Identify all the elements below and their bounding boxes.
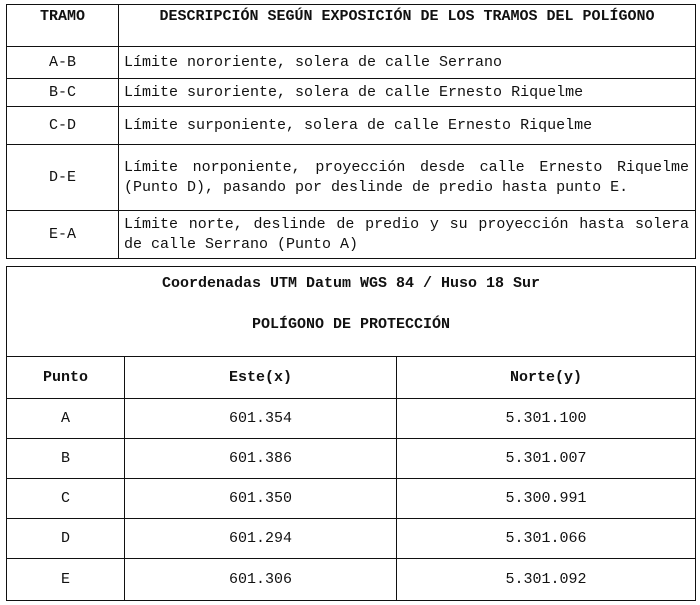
tramo-header: TRAMO — [7, 5, 119, 47]
descripcion-cell: Límite nororiente, solera de calle Serrano — [119, 47, 696, 79]
tramos-header-row — [7, 5, 696, 47]
tramo-cell: A-B — [7, 47, 119, 79]
table-row — [7, 145, 696, 211]
tramo-cell: B-C — [7, 79, 119, 107]
table-row — [7, 519, 696, 559]
tramo-cell: E-A — [7, 211, 119, 259]
table-row — [7, 47, 696, 79]
este-cell: 601.354 — [125, 399, 397, 439]
norte-cell: 5.301.007 — [397, 439, 696, 479]
coords-title-row — [7, 267, 696, 357]
table-row — [7, 399, 696, 439]
punto-cell: E — [7, 559, 125, 601]
tramo-cell: C-D — [7, 107, 119, 145]
table-row — [7, 439, 696, 479]
norte-cell: 5.300.991 — [397, 479, 696, 519]
descripcion-cell: Límite suroriente, solera de calle Ernesto Riquelme — [119, 79, 696, 107]
punto-cell: A — [7, 399, 125, 439]
descripcion-cell: Límite norte, deslinde de predio y su proyección hasta solera de calle Serrano (Punto A) — [119, 211, 696, 259]
este-cell: 601.350 — [125, 479, 397, 519]
punto-header: Punto — [7, 357, 125, 399]
table-row — [7, 559, 696, 601]
coords-title: Coordenadas UTM Datum WGS 84 / Huso 18 Sur — [161, 275, 541, 292]
este-cell: 601.294 — [125, 519, 397, 559]
norte-header: Norte(y) — [397, 357, 696, 399]
punto-cell: C — [7, 479, 125, 519]
descripcion-cell: Límite norponiente, proyección desde calle Ernesto Riquelme (Punto D), pasando por deslinde de predio hasta punto E. — [119, 145, 696, 211]
este-cell: 601.306 — [125, 559, 397, 601]
punto-cell: D — [7, 519, 125, 559]
norte-cell: 5.301.066 — [397, 519, 696, 559]
punto-cell: B — [7, 439, 125, 479]
coordinates-table — [6, 266, 696, 601]
coords-header-row — [7, 357, 696, 399]
table-row — [7, 107, 696, 145]
tramos-table — [6, 4, 696, 259]
descripcion-header: DESCRIPCIÓN SEGÚN EXPOSICIÓN DE LOS TRAMOS DEL POLÍGONO — [119, 5, 696, 47]
este-header: Este(x) — [125, 357, 397, 399]
table-row — [7, 211, 696, 259]
table-row — [7, 79, 696, 107]
norte-cell: 5.301.092 — [397, 559, 696, 601]
este-cell: 601.386 — [125, 439, 397, 479]
tramo-cell: D-E — [7, 145, 119, 211]
descripcion-cell: Límite surponiente, solera de calle Ernesto Riquelme — [119, 107, 696, 145]
coords-title-cell — [7, 267, 696, 357]
table-row — [7, 479, 696, 519]
norte-cell: 5.301.100 — [397, 399, 696, 439]
coords-subtitle: POLÍGONO DE PROTECCIÓN — [251, 316, 451, 333]
